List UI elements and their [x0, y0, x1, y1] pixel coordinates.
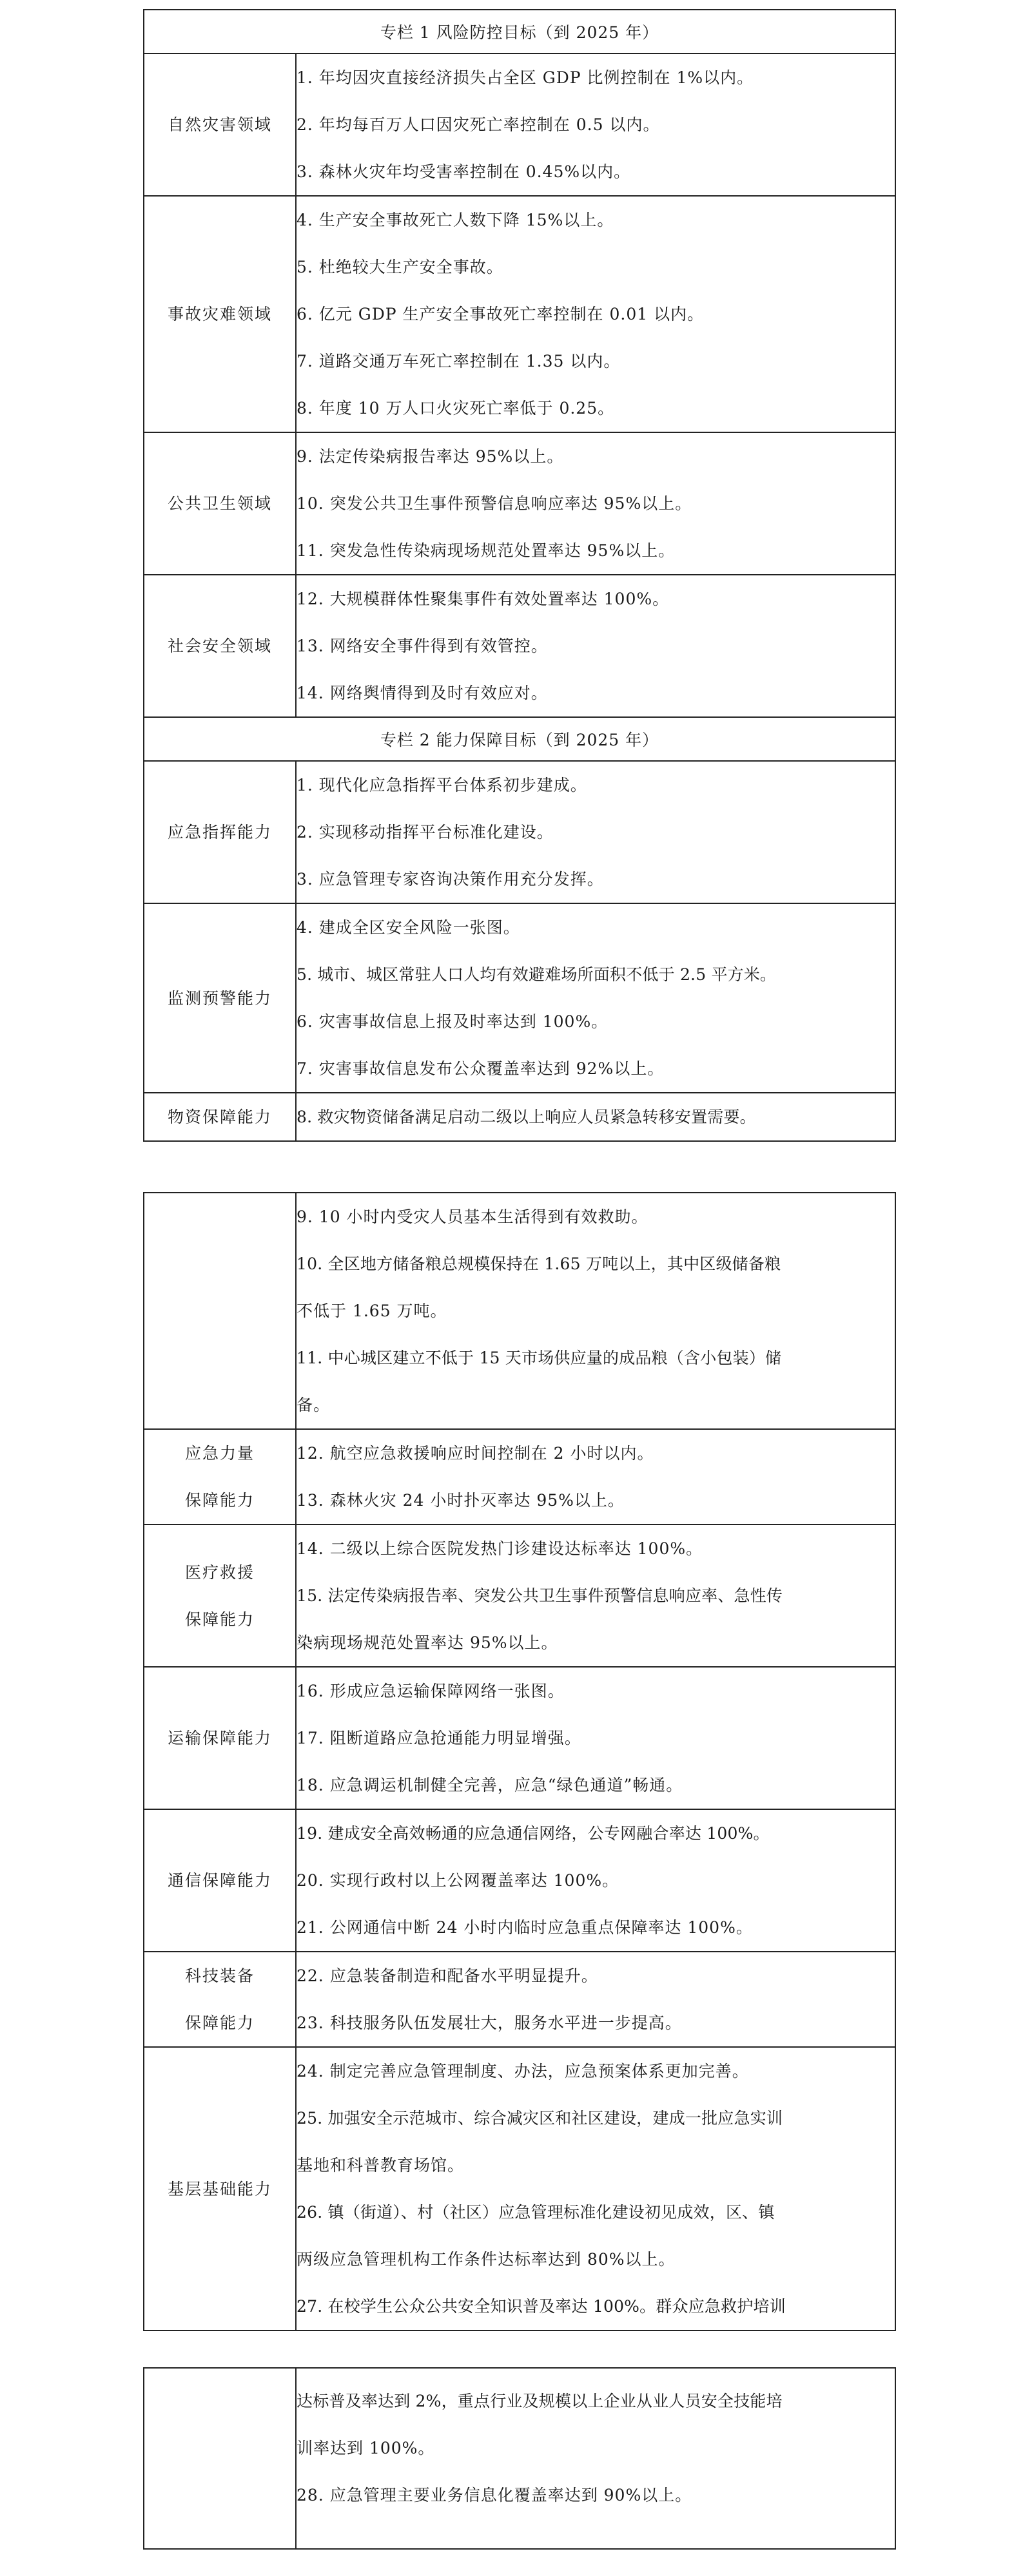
target-list — [296, 761, 895, 903]
category-label: 事故灾难领域 — [144, 196, 296, 432]
target-item: 6. 灾害事故信息上报及时率达到 100%。 — [297, 1012, 609, 1031]
target-item: 7. 道路交通万车死亡率控制在 1.35 以内。 — [297, 352, 621, 370]
target-list — [296, 575, 895, 717]
target-list — [296, 53, 895, 196]
target-item: 23. 科技服务队伍发展壮大，服务水平进一步提高。 — [297, 2014, 682, 2032]
table-row — [144, 761, 895, 903]
category-label: 公共卫生领域 — [144, 432, 296, 575]
target-list — [296, 1193, 895, 1429]
category-label — [144, 1429, 296, 1524]
target-item: 18. 应急调运机制健全完善，应急“绿色通道”畅通。 — [297, 1776, 683, 1794]
section-title-row — [144, 10, 895, 53]
target-item: 8. 年度 10 万人口火灾死亡率低于 0.25。 — [297, 399, 615, 418]
target-item: 4. 生产安全事故死亡人数下降 15%以上。 — [297, 211, 614, 229]
category-label: 通信保障能力 — [144, 1809, 296, 1952]
target-item: 6. 亿元 GDP 生产安全事故死亡率控制在 0.01 以内。 — [297, 305, 705, 323]
target-item: 8. 救灾物资储备满足启动二级以上响应人员紧急转移安置需要。 — [297, 1108, 756, 1126]
blank-spacer — [297, 2519, 895, 2548]
category-label-line: 保障能力 — [184, 2014, 255, 2032]
target-item: 21. 公网通信中断 24 小时内临时应急重点保障率达 100%。 — [297, 1918, 753, 1937]
table-row — [144, 1429, 895, 1524]
target-list — [296, 1809, 895, 1952]
table-row — [144, 1193, 895, 1429]
target-item: 2. 实现移动指挥平台标准化建设。 — [297, 823, 554, 841]
category-label: 基层基础能力 — [144, 2047, 296, 2331]
target-item: 15. 法定传染病报告率、突发公共卫生事件预警信息响应率、急性传 — [297, 1586, 783, 1605]
category-label: 运输保障能力 — [144, 1667, 296, 1809]
target-item: 备。 — [297, 1396, 331, 1414]
category-label-line: 保障能力 — [184, 1491, 255, 1510]
target-item: 5. 杜绝较大生产安全事故。 — [297, 258, 503, 276]
table-row — [144, 1093, 895, 1141]
category-label-empty — [144, 2368, 296, 2549]
target-list — [296, 1952, 895, 2047]
target-list — [296, 1524, 895, 1667]
target-list — [296, 903, 895, 1093]
target-list — [296, 2368, 895, 2549]
category-label-line: 医疗救援 — [184, 1562, 255, 1582]
target-item: 10. 突发公共卫生事件预警信息响应率达 95%以上。 — [297, 494, 692, 513]
table-row — [144, 1809, 895, 1952]
category-label: 应急指挥能力 — [144, 761, 296, 903]
target-list — [296, 1667, 895, 1809]
table-row — [144, 575, 895, 717]
category-label: 监测预警能力 — [144, 903, 296, 1093]
target-item: 两级应急管理机构工作条件达标率达到 80%以上。 — [297, 2250, 676, 2269]
target-list — [296, 2047, 895, 2331]
target-item: 达标普及率达到 2%，重点行业及规模以上企业从业人员安全技能培 — [297, 2392, 783, 2410]
target-item: 3. 应急管理专家咨询决策作用充分发挥。 — [297, 870, 604, 889]
capability-targets-continued-table — [143, 1192, 896, 2331]
section-2-title: 专栏 2 能力保障目标（到 2025 年） — [144, 717, 895, 761]
category-label-line: 科技装备 — [184, 1966, 255, 1985]
category-label — [144, 1524, 296, 1667]
target-item: 20. 实现行政村以上公网覆盖率达 100%。 — [297, 1871, 619, 1890]
target-item: 7. 灾害事故信息发布公众覆盖率达到 92%以上。 — [297, 1059, 665, 1078]
category-label-line: 保障能力 — [184, 1610, 255, 1629]
target-item: 3. 森林火灾年均受害率控制在 0.45%以内。 — [297, 162, 631, 181]
table-row — [144, 903, 895, 1093]
target-item: 11. 中心城区建立不低于 15 天市场供应量的成品粮（含小包装）储 — [297, 1349, 782, 1367]
table-row — [144, 196, 895, 432]
target-item: 17. 阻断道路应急抢通能力明显增强。 — [297, 1729, 581, 1747]
target-item: 13. 网络安全事件得到有效管控。 — [297, 637, 548, 655]
risk-and-capability-targets-table — [143, 9, 896, 1142]
target-item: 2. 年均每百万人口因灾死亡率控制在 0.5 以内。 — [297, 115, 660, 134]
target-item: 22. 应急装备制造和配备水平明显提升。 — [297, 1966, 598, 1985]
target-item: 不低于 1.65 万吨。 — [297, 1302, 447, 1320]
target-item: 26. 镇（街道）、村（社区）应急管理标准化建设初见成效，区、镇 — [297, 2203, 775, 2222]
section-1-title: 专栏 1 风险防控目标（到 2025 年） — [144, 10, 895, 53]
category-label-line: 应急力量 — [184, 1444, 255, 1463]
target-item: 9. 法定传染病报告率达 95%以上。 — [297, 447, 564, 466]
capability-targets-final-table — [143, 2367, 896, 2550]
target-item: 基地和科普教育场馆。 — [297, 2156, 465, 2175]
table-row — [144, 2047, 895, 2331]
target-list — [296, 196, 895, 432]
table-row — [144, 1524, 895, 1667]
target-item: 14. 二级以上综合医院发热门诊建设达标率达 100%。 — [297, 1539, 703, 1558]
target-item: 1. 现代化应急指挥平台体系初步建成。 — [297, 776, 587, 794]
table-row — [144, 1667, 895, 1809]
category-label: 社会安全领域 — [144, 575, 296, 717]
target-item: 12. 航空应急救援响应时间控制在 2 小时以内。 — [297, 1444, 654, 1463]
target-item: 14. 网络舆情得到及时有效应对。 — [297, 684, 548, 702]
target-item: 12. 大规模群体性聚集事件有效处置率达 100%。 — [297, 590, 670, 608]
table-row — [144, 432, 895, 575]
target-item: 13. 森林火灾 24 小时扑灭率达 95%以上。 — [297, 1491, 625, 1510]
category-label: 物资保障能力 — [144, 1093, 296, 1141]
table-row — [144, 53, 895, 196]
target-item: 16. 形成应急运输保障网络一张图。 — [297, 1682, 565, 1700]
target-list — [296, 1429, 895, 1524]
target-item: 染病现场规范处置率达 95%以上。 — [297, 1633, 558, 1652]
target-item: 4. 建成全区安全风险一张图。 — [297, 918, 520, 937]
target-item: 5. 城市、城区常驻人口人均有效避难场所面积不低于 2.5 平方米。 — [297, 965, 777, 984]
target-item: 28. 应急管理主要业务信息化覆盖率达到 90%以上。 — [297, 2486, 692, 2504]
category-label-empty — [144, 1193, 296, 1429]
target-item: 训率达到 100%。 — [297, 2439, 435, 2457]
category-label: 自然灾害领域 — [144, 53, 296, 196]
target-item: 10. 全区地方储备粮总规模保持在 1.65 万吨以上，其中区级储备粮 — [297, 1254, 781, 1273]
target-item: 1. 年均因灾直接经济损失占全区 GDP 比例控制在 1%以内。 — [297, 68, 754, 87]
target-item: 11. 突发急性传染病现场规范处置率达 95%以上。 — [297, 541, 676, 560]
target-list — [296, 432, 895, 575]
table-row — [144, 1952, 895, 2047]
target-item: 9. 10 小时内受灾人员基本生活得到有效救助。 — [297, 1207, 648, 1226]
target-item: 25. 加强安全示范城市、综合减灾区和社区建设，建成一批应急实训 — [297, 2109, 783, 2128]
table-row — [144, 2368, 895, 2549]
section-title-row — [144, 717, 895, 761]
target-item: 24. 制定完善应急管理制度、办法，应急预案体系更加完善。 — [297, 2062, 749, 2081]
category-label — [144, 1952, 296, 2047]
target-item: 27. 在校学生公众公共安全知识普及率达 100%。群众应急救护培训 — [297, 2297, 786, 2316]
target-item: 19. 建成安全高效畅通的应急通信网络，公专网融合率达 100%。 — [297, 1824, 770, 1843]
target-list — [296, 1093, 895, 1141]
